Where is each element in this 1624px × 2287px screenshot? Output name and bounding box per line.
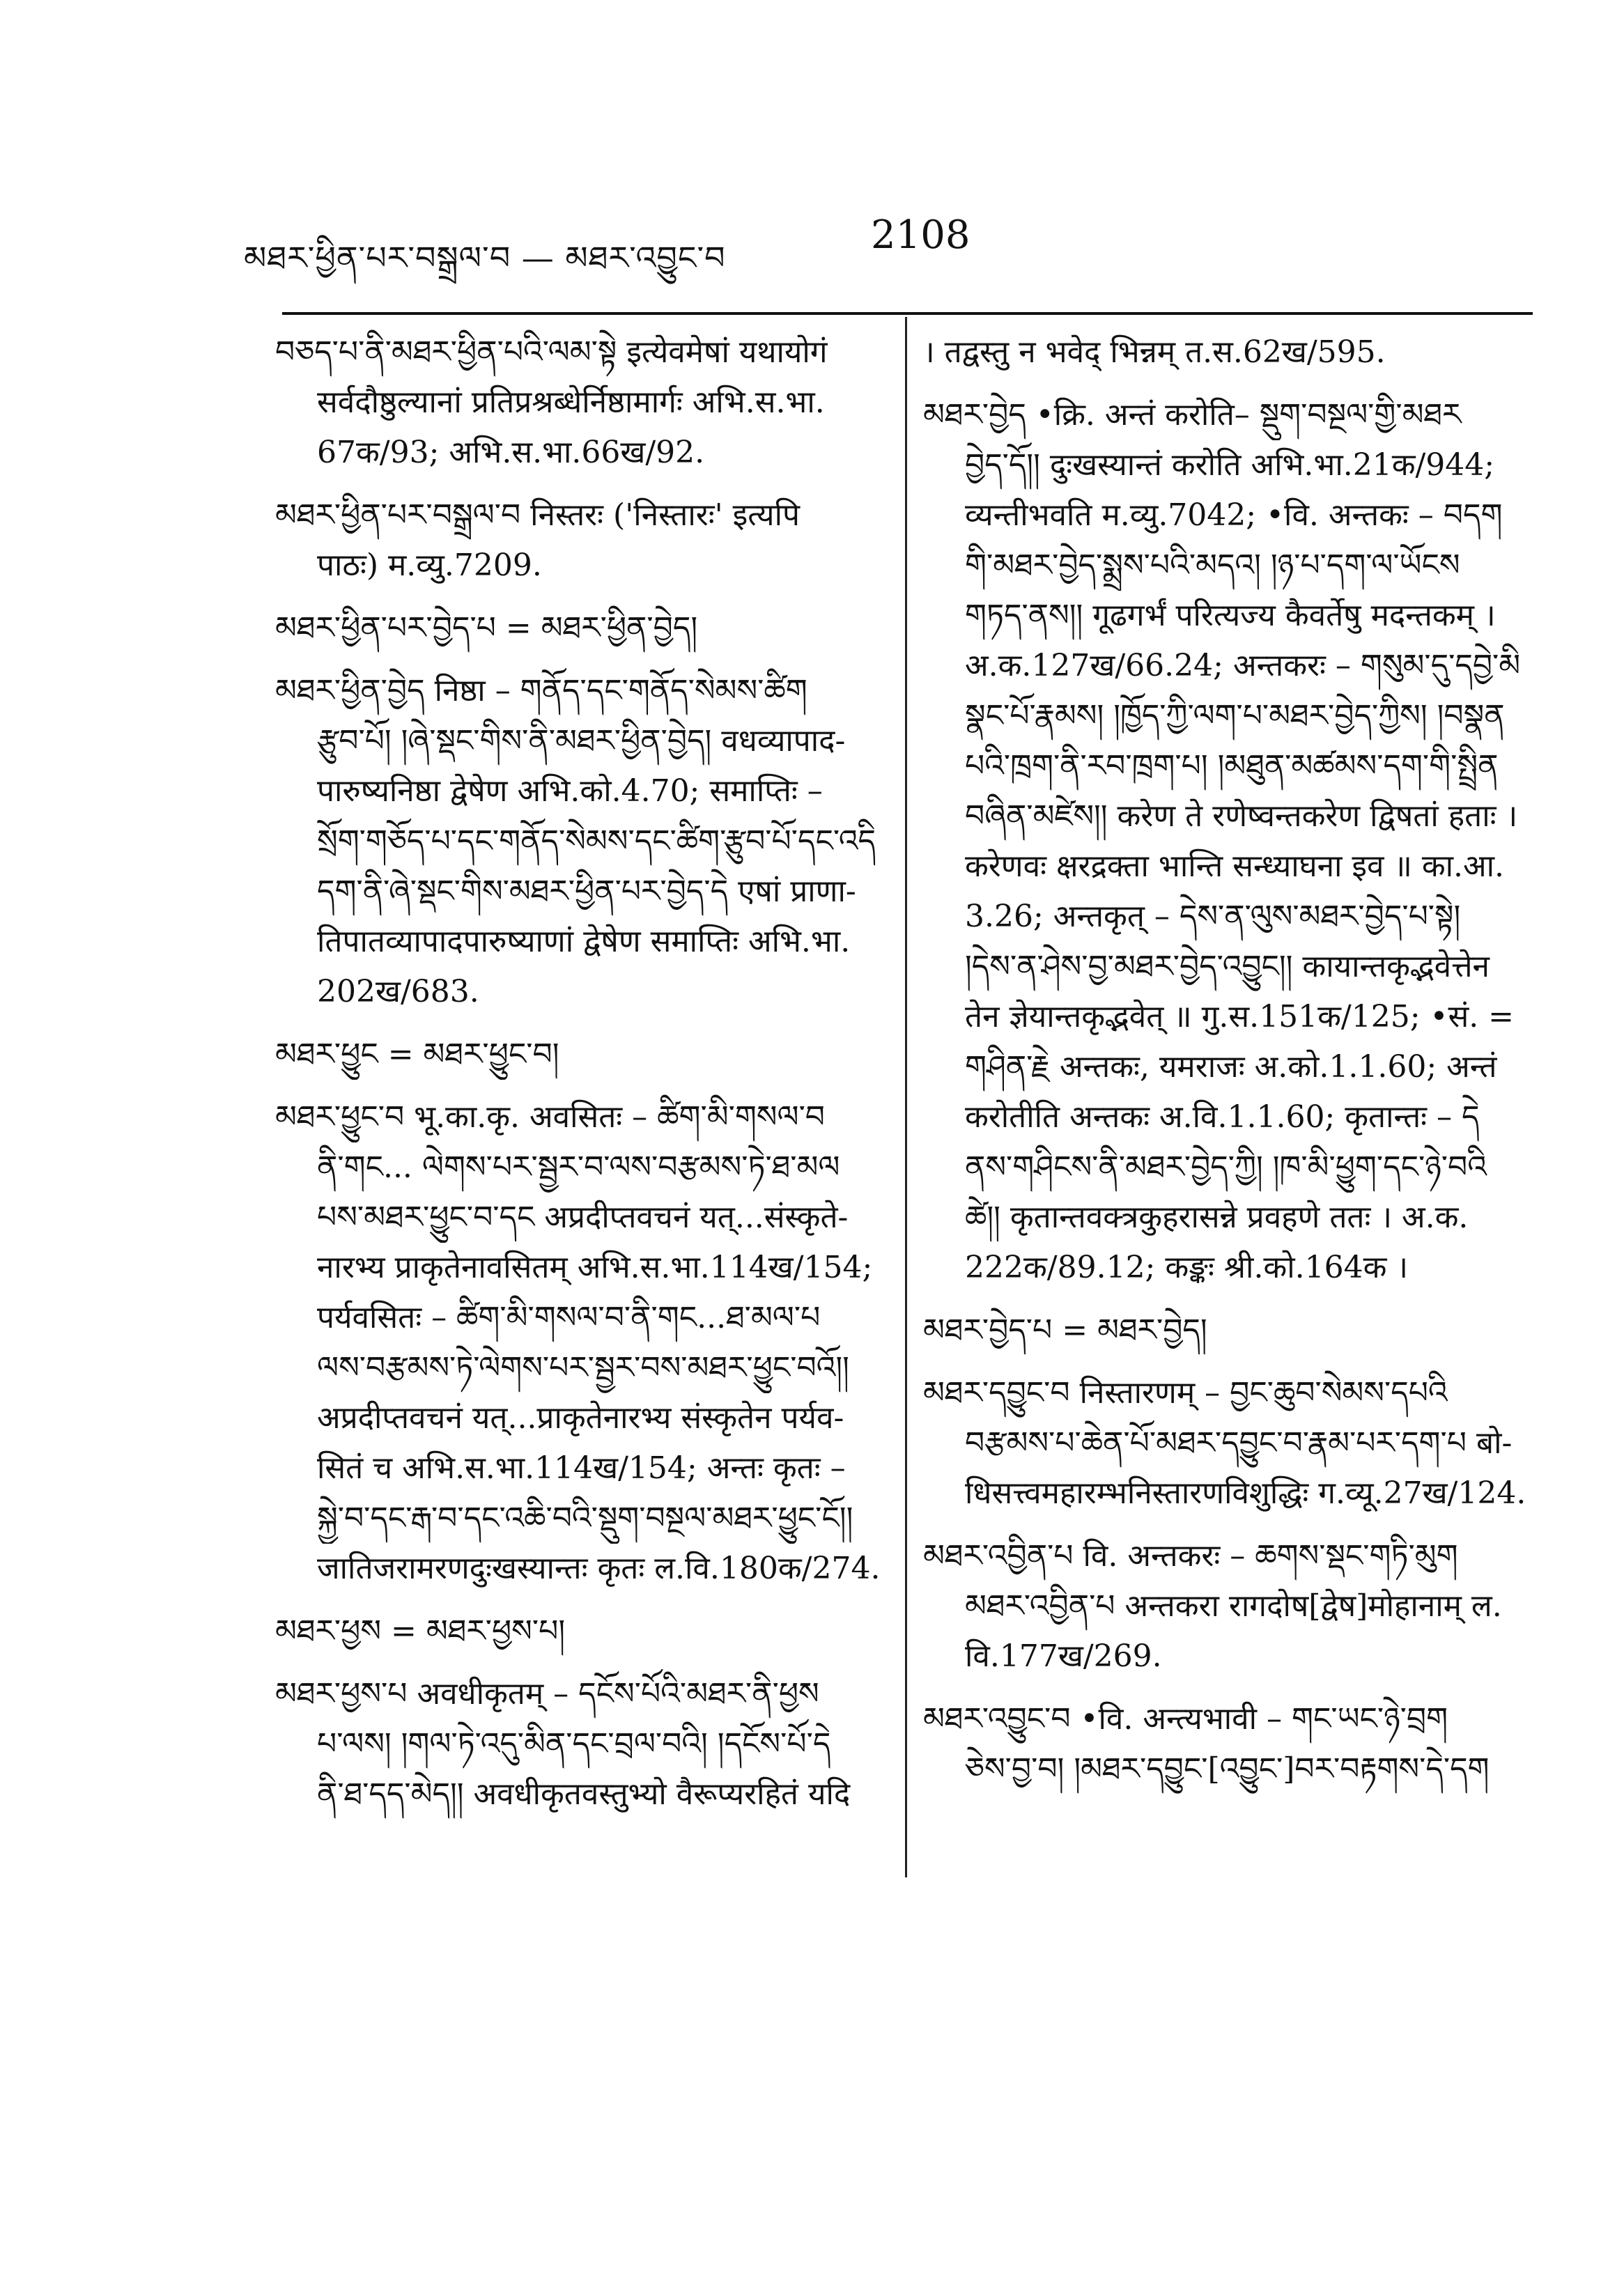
entry-line: མཐར་ཕྱུང = མཐར་ཕྱུང་བ། xyxy=(275,1037,559,1072)
entry-line: ནི་གང... ལེགས་པར་སྦྱར་བ་ལས་བརྩམས་ཏེ་ཐ་མལ xyxy=(317,1149,840,1185)
dictionary-entry xyxy=(275,490,888,591)
entry-line: 67क/93; अभि.स.भा.66ख/92. xyxy=(317,435,705,470)
dictionary-entry xyxy=(923,1305,1543,1356)
dictionary-entry xyxy=(923,1368,1543,1519)
entry-line: མཐར་འབྱིན་པ वि. अन्तकरः – ཆགས་སྡང་གཏི་མུག xyxy=(923,1538,1458,1574)
dictionary-entry xyxy=(923,390,1543,1293)
entry-line: མཐར་འབྱིན་པ अन्तकरा रागदोष[द्वेष]मोहानाम् ल. xyxy=(965,1588,1502,1624)
header-rule xyxy=(282,312,1533,315)
entry-line: པས་མཐར་ཕྱུང་བ་དང अप्रदीप्तवचनं यत्...संस्कृते- xyxy=(317,1200,849,1235)
entry-line: सितं च अभि.स.भा.114ख/154; अन्तः कृतः – xyxy=(317,1450,846,1486)
entry-line: व्यन्तीभवति म.व्यु.7042; •वि. अन्तकः – བདག xyxy=(965,497,1503,533)
entry-line: གཏད་ནས།། गूढगर्भं परित्यज्य कैवर्तेषु मदन्तकम् । xyxy=(965,598,1496,633)
entry-line: སྣང་པོ་རྣམས། །ཁྱོད་ཀྱི་ལག་པ་མཐར་བྱེད་ཀྱིས། །བསྣན xyxy=(965,698,1505,734)
entry-line: གཤིན་རྗེ अन्तकः, यमराजः अ.को.1.1.60; अन्तं xyxy=(965,1049,1497,1085)
entry-line: 222क/89.12; कङ्कः श्री.को.164क । xyxy=(965,1250,1409,1285)
entry-line: རྩུབ་པོ། །ཞེ་སྡང་གིས་ནི་མཐར་ཕྱིན་བྱེད། वधव्यापाद- xyxy=(317,723,846,759)
entry-line: མཐར་ཕྱིན་པར་བསྒྲལ་བ निस्तरः ('निस्तारः' इत्यपि xyxy=(275,497,800,533)
dictionary-entry xyxy=(923,327,1543,378)
entry-line: करोतीति अन्तकः अ.वि.1.1.60; कृतान्तः – དེ xyxy=(965,1099,1480,1135)
entry-line: ཚེ།། कृतान्तवक्त्रकुहरासन्ने प्रवहणे ततः । अ.क. xyxy=(965,1200,1469,1235)
dictionary-entry xyxy=(275,603,888,653)
dictionary-entry xyxy=(275,1092,888,1594)
entry-line: མཐར་ཕྱུང་བ भू.का.कृ. अवसितः – ཚིག་མི་གསལ་བ xyxy=(275,1099,826,1135)
entry-line: སྐྱེ་བ་དང་རྒ་བ་དང་འཆི་བའི་སྡུག་བསྔལ་མཐར་ཕྱུང་ངོ།། xyxy=(317,1501,853,1536)
entry-line: བརྩམས་པ་ཆེན་པོ་མཐར་དབྱུང་བ་རྣམ་པར་དག་པ बो- xyxy=(965,1425,1513,1461)
entry-line: धिसत्त्वमहारम्भनिस्तारणविशुद्धिः ग.व्यू.27ख/124. xyxy=(965,1475,1526,1511)
entry-line: पर्यवसितः – ཚིག་མི་གསལ་བ་ནི་གང...ཐ་མལ་པ xyxy=(317,1300,821,1335)
entry-line: པ་ལས། །གལ་ཏེ་འདུ་མིན་དང་བྲལ་བའི། །དངོས་པོ་དེ xyxy=(317,1726,831,1762)
dictionary-entry xyxy=(275,1669,888,1820)
entry-line: མཐར་ཕྱས་པ अवधीकृतम् – དངོས་པོའི་མཐར་ནི་ཕྱས xyxy=(275,1676,819,1712)
entry-line: वि.177ख/269. xyxy=(965,1638,1162,1674)
entry-line: བཞིན་མཛེས།། करेण ते रणेष्वन्तकरेण द्विषतां हताः । xyxy=(965,798,1518,834)
column-divider xyxy=(905,317,907,1877)
page-number: 2108 xyxy=(871,212,970,258)
entry-line: བཅད་པ་ནི་མཐར་ཕྱིན་པའི་ལམ་སྟེ इत्येवमेषां यथायोगं xyxy=(275,334,828,370)
entry-line: མཐར་བྱེད •क्रि. अन्तं करोति– སྡུག་བསྔལ་གྱི་མཐར xyxy=(923,397,1462,433)
entry-line: 3.26; अन्तकृत् – དེས་ན་ལུས་མཐར་བྱེད་པ་སྟེ། xyxy=(965,899,1461,934)
entry-line: तिपातव्यापादपारुष्याणां द्वेषेण समाप्तिः अभि.भा. xyxy=(317,924,851,959)
dictionary-entry xyxy=(275,327,888,478)
entry-line: མཐར་བྱེད་པ = མཐར་བྱེད། xyxy=(923,1312,1207,1348)
entry-line: མཐར་དབྱུང་བ निस्तारणम् – བྱང་ཆུབ་སེམས་དཔའི xyxy=(923,1375,1448,1411)
entry-line: སྲོག་གཅོད་པ་དང་གནོད་སེམས་དང་ཚིག་རྩུབ་པོ་དང་འདི xyxy=(317,823,876,859)
entry-line: नारभ्य प्राकृतेनावसितम् अभि.स.भा.114ख/154; xyxy=(317,1250,873,1285)
dictionary-entry xyxy=(923,1531,1543,1682)
entry-line: མཐར་ཕྱས = མཐར་ཕྱས་པ། xyxy=(275,1613,566,1649)
dictionary-entry xyxy=(923,1694,1543,1794)
entry-line: पारुष्यनिष्ठा द्वेषेण अभि.को.4.70; समाप्तिः – xyxy=(317,773,823,809)
entry-line: पाठः) म.व्यु.7209. xyxy=(317,548,542,583)
entry-line: । तद्वस्तु न भवेद् भिन्नम् त.स.62ख/595. xyxy=(923,334,1386,370)
dictionary-entry xyxy=(275,666,888,1017)
entry-line: མཐར་ཕྱིན་པར་བྱེད་པ = མཐར་ཕྱིན་བྱེད། xyxy=(275,610,698,646)
entry-line: །དེས་ན་ཤེས་བྱ་མཐར་བྱེད་འབྱུང།། कायान्तकृद्भवेत्तेन xyxy=(965,949,1490,984)
left-column xyxy=(275,327,888,1832)
dictionary-entry xyxy=(275,1606,888,1657)
entry-line: ཅེས་བྱ་བ། །མཐར་དབྱུང་[འབྱུང་]བར་བརྟགས་དེ་དག xyxy=(965,1751,1490,1787)
entry-line: सर्वदौष्ठुल्यानां प्रतिप्रश्रब्धेर्निष्ठामार्गः अभि.स.भा. xyxy=(317,385,825,420)
entry-line: करेणवः क्षरद्रक्ता भान्ति सन्ध्याघना इव ॥ का.आ. xyxy=(965,848,1504,884)
entry-line: གི་མཐར་བྱེད་སྨྲས་པའི་མདའ། །ཉ་པ་དག་ལ་ཡོངས xyxy=(965,548,1460,583)
entry-line: མཐར་འབྱུང་བ •वि. अन्त्यभावी – གང་ཡང་ཉེ་བྲག xyxy=(923,1701,1448,1737)
running-head: མཐར་ཕྱིན་པར་བསྒྲལ་བ — མཐར་འབྱུང་བ xyxy=(244,239,726,277)
entry-line: དག་ནི་ཞེ་སྡང་གིས་མཐར་ཕྱིན་པར་བྱེད་དེ एषां प्राणा- xyxy=(317,874,856,909)
entry-line: ལས་བརྩམས་ཏེ་ལེགས་པར་སྦྱར་བས་མཐར་ཕྱུང་བའོ།། xyxy=(317,1350,849,1386)
page-header xyxy=(244,209,1540,277)
entry-line: པའི་ཁྲག་ནི་རབ་ཁྲག་པ། །མཐུན་མཚམས་དག་གི་སྤྲིན xyxy=(965,748,1499,784)
entry-line: 202ख/683. xyxy=(317,974,479,1009)
entry-line: जातिजरामरणदुःखस्यान्तः कृतः ल.वि.180क/274. xyxy=(317,1551,881,1586)
entry-line: བྱེད་དོ།། दुःखस्यान्तं करोति अभि.भा.21क/944; xyxy=(965,447,1495,483)
entry-line: ནས་གཤིངས་ནི་མཐར་བྱེད་ཀྱི། །ཁ་མི་ཕྱུག་དང་ཉེ་བའི xyxy=(965,1149,1487,1185)
right-column xyxy=(923,327,1543,1807)
entry-line: ནི་ཐ་དད་མེད།། अवधीकृतवस्तुभ्यो वैरूप्यरहितं यदि xyxy=(317,1776,851,1812)
entry-line: तेन ज्ञेयान्तकृद्भवेत् ॥ गु.स.151क/125; •सं. = xyxy=(965,999,1515,1034)
entry-line: अप्रदीप्तवचनं यत्...प्राकृतेनारभ्य संस्कृतेन पर्यव- xyxy=(317,1400,844,1436)
entry-line: अ.क.127ख/66.24; अन्तकरः – གསུམ་དུ་དབྱེ་མི xyxy=(965,648,1521,683)
entry-line: མཐར་ཕྱིན་བྱེད निष्ठा – གནོད་དང་གནོད་སེམས་ཚིག xyxy=(275,673,807,708)
dictionary-entry xyxy=(275,1030,888,1080)
